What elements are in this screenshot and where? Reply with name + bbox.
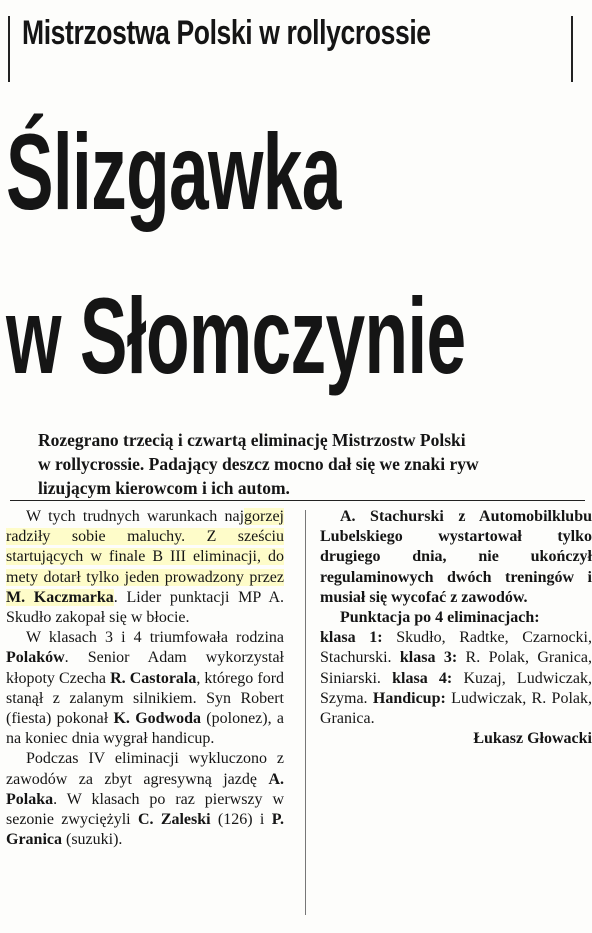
lead-line-3: lizującym kierowcom i ich autom.	[38, 478, 290, 498]
standings-heading: Punktacja po 4 eliminacjach:	[340, 609, 540, 627]
name-godwod: K. Godwoda	[113, 710, 201, 728]
name-a-polak: A. Polaka	[6, 770, 284, 808]
lead-line-2: w rollycrossie. Padający deszcz mocno dał się we znaki ryw	[38, 454, 479, 474]
body-paragraph-2: W klasach 3 i 4 triumfowała rodzina Polaków. Senior Adam wykorzystał kłopoty Czecha R. Castorala, którego ford stanął z zalanym silnikiem. Syn Robert (fiesta) pokonał K. Godwoda (polonez), a na koniec dnia wygrał handicup.	[6, 629, 285, 748]
kicker-box	[8, 16, 573, 82]
article-column-left	[6, 507, 284, 850]
column-divider	[305, 510, 306, 915]
body-paragraph-4: A. Stachurski z Automobilklubu Lubelskiego wystartował tylko drugiego dnia, nie ukończył regulaminowych dwóch treningów i musiał się wycofać z zawodów.	[320, 508, 592, 606]
name-polak-family: Polaków	[6, 649, 65, 667]
body-paragraph-3: Podczas IV eliminacji wykluczono z zawodów za zbyt agresywną jazdę A. Polaka. W klasach po raz pierwszy w sezonie zwyciężyli C. Zaleski (126) i P. Granica (suzuki).	[6, 750, 285, 849]
name-granica: P. Granica	[6, 811, 285, 849]
lead-divider	[10, 500, 585, 501]
name-castoral: R. Castorala	[110, 669, 197, 687]
article-column-right	[320, 507, 592, 749]
standings-paragraph: Punktacja po 4 eliminacjach: klasa 1: Skudło, Radtke, Czarnocki, Stachurski. klasa 3: R. Polak, Granica, Siniarski. klasa 4: Kuzaj, Ludwiczak, Szyma. Handicup: Ludwiczak, R. Polak, Granica.	[320, 609, 592, 728]
headline-line-1: Ślizgawka	[6, 111, 341, 232]
headline-line-2: w Słomczynie	[6, 275, 466, 396]
lead-paragraph	[38, 428, 592, 500]
body-paragraph-1: W tych trudnych warunkach najgorzej radziły sobie maluchy. Z sześciu startujących w finale B III eliminacji, do mety dotarł tylko jeden prowadzony przez M. Kaczmarka. Lider punktacji MP A. Skudło zakopał się w błocie.	[6, 508, 285, 627]
name-zaleski: C. Zaleski	[137, 811, 211, 829]
name-kaczmarek: M. Kaczmarka	[6, 588, 114, 606]
author-byline: Łukasz Głowacki	[473, 730, 592, 748]
lead-line-1: Rozegrano trzecią i czwartą eliminację Mistrzostw Polski	[38, 430, 466, 450]
kicker-title: Mistrzostwa Polski w rollycrossie	[22, 14, 431, 52]
